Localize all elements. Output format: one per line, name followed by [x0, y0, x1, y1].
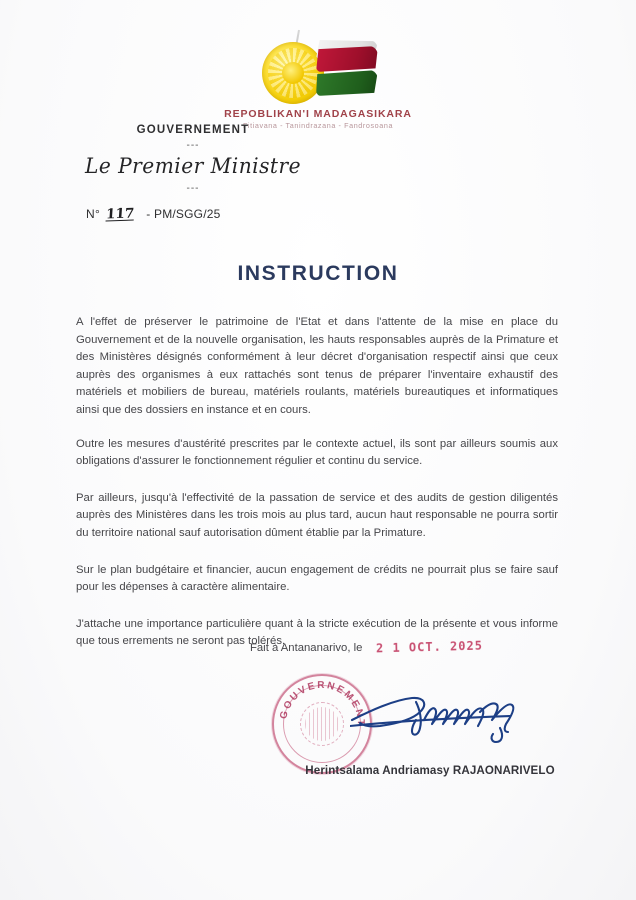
document-number-value: 117	[105, 205, 135, 223]
paragraph: Outre les mesures d'austérité prescrites par le contexte actuel, ils sont par ailleurs soumis aux obligations d'assurer le fonctionnement régulier et continu du service.	[76, 437, 558, 468]
emblem-artwork	[238, 28, 398, 106]
stamp-text-path: GOUVERNEMENT	[278, 680, 367, 728]
national-emblem	[0, 28, 636, 130]
date-stamp: 2 1 OCT. 2025	[376, 638, 484, 656]
madagascar-flag-icon	[316, 40, 378, 98]
stamp-center-hatch-icon	[305, 707, 339, 741]
page-title: INSTRUCTION	[237, 262, 399, 285]
document-number-prefix: N°	[86, 207, 101, 221]
document-number	[78, 206, 308, 222]
letterhead-office-title: Le Premier Ministre	[84, 154, 302, 178]
emblem-motto-line: Fitiavana - Tanindrazana - Fandrosoana	[242, 121, 394, 130]
emblem-country-line: REPOBLIKAN'I MADAGASIKARA	[224, 108, 412, 120]
letterhead	[78, 124, 308, 222]
signature-place-label: Fait à Antananarivo, le	[250, 642, 363, 654]
signer-name: Herintsalama Andriamasy RAJAONARIVELO	[305, 764, 555, 777]
flag-band-red	[316, 46, 378, 72]
handwritten-signature	[350, 676, 560, 746]
letterhead-government-label: GOUVERNEMENT	[136, 124, 250, 136]
flag-band-green	[316, 70, 378, 96]
gold-medallion-icon	[262, 42, 324, 104]
document-body	[76, 314, 558, 651]
signature-artwork	[250, 658, 580, 777]
letterhead-separator-1: ---	[186, 140, 200, 151]
signature-block	[250, 638, 580, 777]
letterhead-separator-2: ---	[186, 183, 200, 194]
signature-place-date-row	[250, 640, 580, 654]
paragraph: A l'effet de préserver le patrimoine de l'Etat et dans l'attente de la mise en place du Gouvernement et de la nouvelle organisation, les hauts responsables auprès de la Primature et des Ministères désignés conformément à leur décret d'organisation respectif ainsi que ceux auprès des organismes à eux rattachés sont tenus de préparer l'inventaire exhaustif des matériels et mobiliers de bureau, matériels roulants, matériels bureautiques et informatiques ainsi que des dossiers en instance et en cours.	[76, 316, 558, 416]
paragraph: Sur le plan budgétaire et financier, aucun engagement de crédits ne pourrait plus se faire sauf pour les dépenses à caractère alimentaire.	[76, 563, 558, 594]
paragraph: Par ailleurs, jusqu'à l'effectivité de la passation de service et des audits de gestion diligentés auprès des Ministères dans les trois mois au plus tard, aucun haut responsable ne pourra sortir du territoire national sauf autorisation dûment établie par la Primature.	[76, 491, 558, 539]
document-number-suffix: - PM/SGG/25	[146, 207, 221, 221]
paragraph: J'attache une importance particulière quant à la stricte exécution de la présente et vous informe que tous errements ne seront pas tolérés.	[76, 617, 558, 648]
